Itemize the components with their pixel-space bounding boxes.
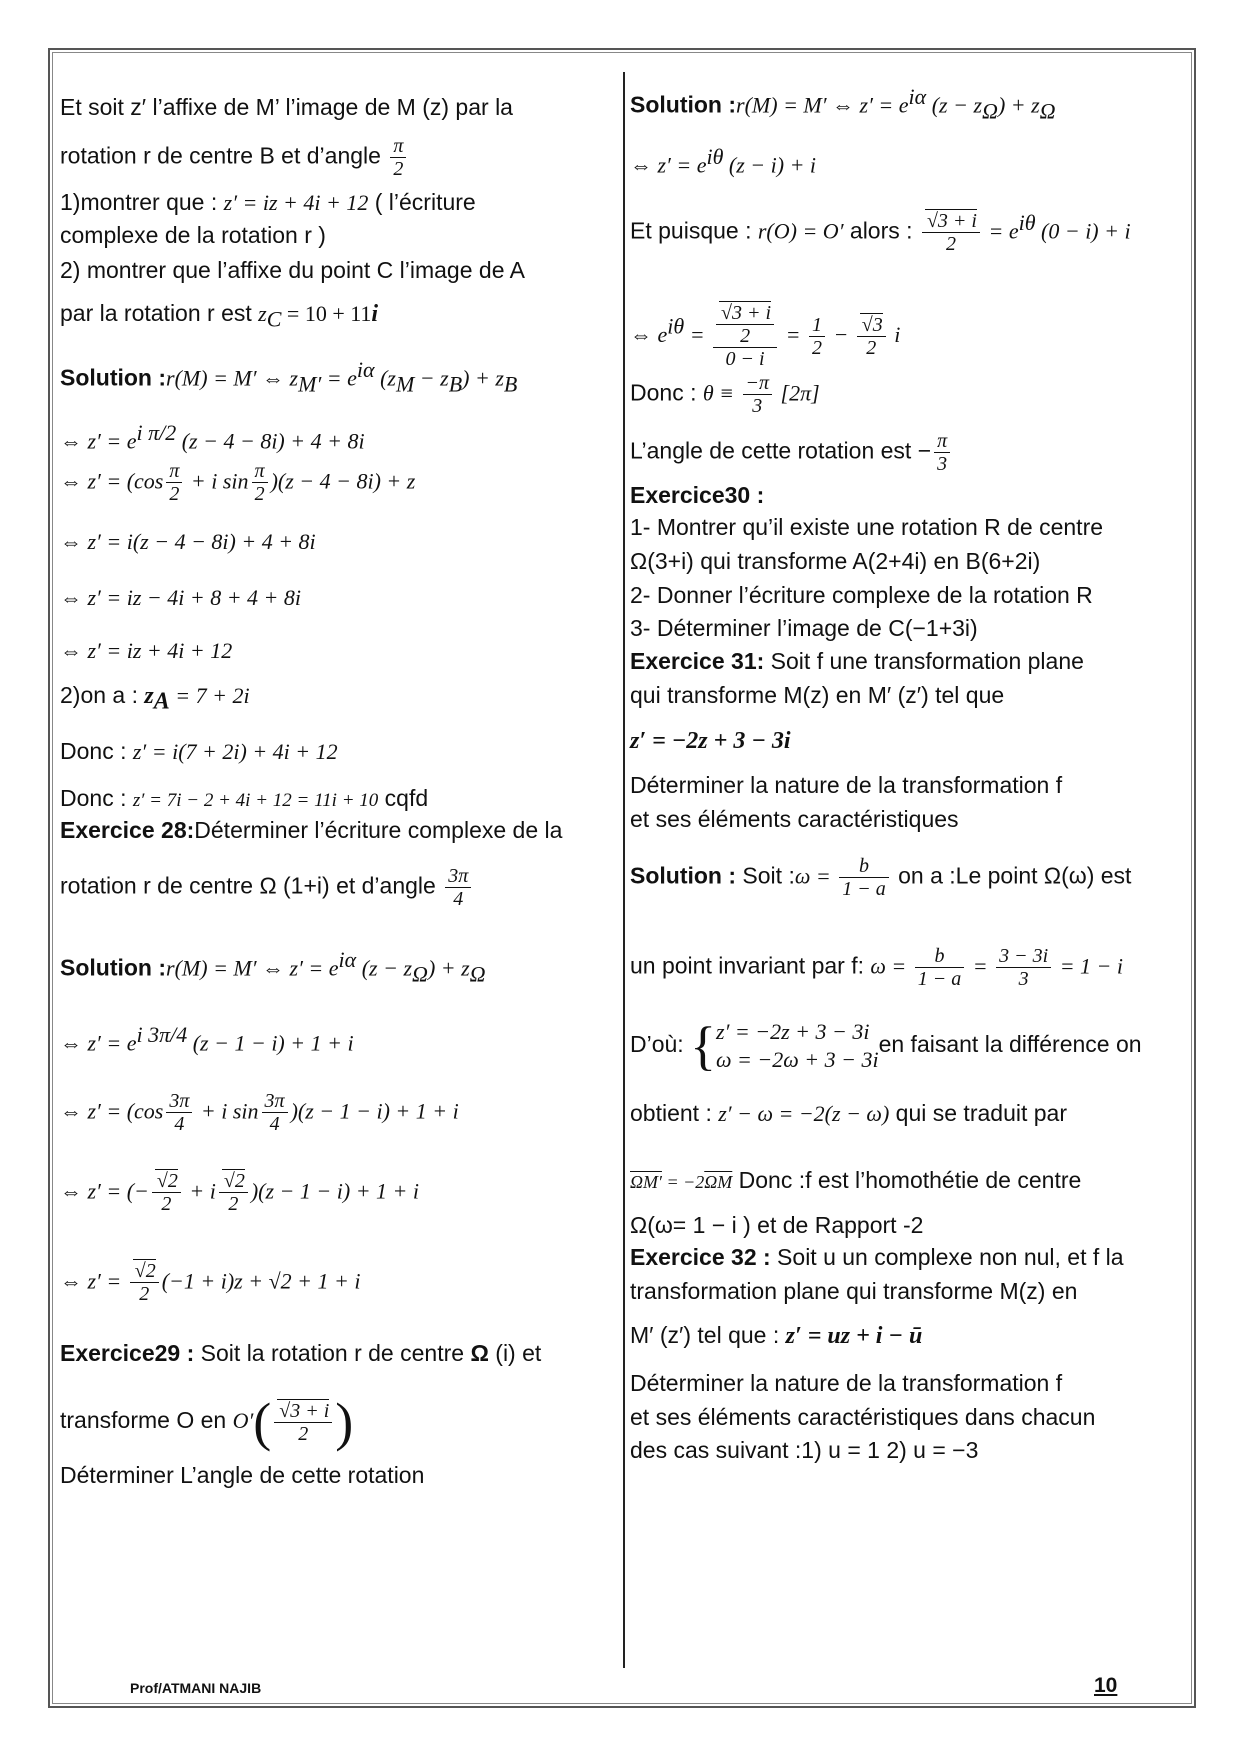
solution-28-step-3: ⇔ z′ = (− $\frac{√2}{2}$ + i $\frac{√2}{2}$ )(z − 1 − i) + 1 + i — [60, 1170, 419, 1215]
solution-31-vector: $\Omega M' = -2\overline{\Omega M}$ Donc :f est l’homothétie de centre — [630, 1167, 1082, 1193]
exercise-29-statement-2: transforme O en O′( $\frac{√3 + i}{2}$ ) — [60, 1392, 354, 1452]
exercise-29-statement: Exercice29 : Soit la rotation r de centre Ω (i) et — [60, 1340, 542, 1366]
solution-1-step-5: ⇔ z′ = iz − 4i + 8 + 4 + 8i — [60, 585, 302, 610]
solution-29-step-4: Donc : θ ≡ $\frac{-\pi}{3}$ [2π] — [630, 372, 820, 417]
solution-31-system: D’où: { z′ = −2z + 3 − 3i ω = −2ω + 3 − 3i en faisant la différence on — [630, 1016, 1142, 1076]
solution-31-line-2: un point invariant par f: ω = $\frac{b}{1 - a}$ = $\frac{3 - 3i}{3}$ = 1 − i — [630, 945, 1123, 990]
exercise-31-equation: z′ = −2z + 3 − 3i — [630, 728, 791, 754]
solution-29-step-1: ⇔ $z' = e^{i\theta}$ (z − i) + i — [630, 144, 817, 178]
exercise-31-question-1: Déterminer la nature de la transformation f — [630, 772, 1063, 798]
left-line-4: complexe de la rotation r ) — [60, 222, 326, 248]
exercise-30-item-4: 3- Déterminer l’image de C(−1+3i) — [630, 615, 978, 641]
exercise-32-question-3: des cas suivant :1) u = 1 2) u = −3 — [630, 1437, 979, 1463]
solution-1-step-7: 2)on a : $z_A = 7 + 2i$ — [60, 682, 250, 715]
solution-1-step-8: Donc : z′ = i(7 + 2i) + 4i + 12 — [60, 738, 338, 764]
page-number: 10 — [1094, 1674, 1118, 1697]
exercise-30-item-2: Ω(3+i) qui transforme A(2+4i) en B(6+2i) — [630, 548, 1041, 574]
solution-28: Solution :r(M) = M′ ⇔ $z' = e^{i\alpha}$ $(z - z_\Omega) + z_\Omega$ — [60, 947, 486, 987]
exercise-32-question-2: et ses éléments caractéristiques dans chacun — [630, 1404, 1096, 1430]
exercise-30-item-1: 1- Montrer qu’il existe une rotation R de centre — [630, 514, 1104, 540]
solution-1-step-9: Donc : z′ = 7i − 2 + 4i + 12 = 11i + 10 cqfd — [60, 785, 429, 811]
footer-author: Prof/ATMANI NAJIB — [130, 1680, 262, 1696]
exercise-30-title: Exercice30 : — [630, 482, 765, 508]
solution-1-step-4: ⇔ z′ = i(z − 4 − 8i) + 4 + 8i — [60, 529, 316, 554]
exercise-32-statement-3: M′ (z′) tel que : z′ = uz + i − ū — [630, 1322, 923, 1349]
exercise-32-statement-2: transformation plane qui transforme M(z) en — [630, 1278, 1078, 1304]
solution-31-difference: obtient : z′ − ω = −2(z − ω) qui se traduit par — [630, 1100, 1067, 1126]
exercise-31-statement-2: qui transforme M(z) en M′ (z′) tel que — [630, 682, 1005, 708]
column-divider — [623, 72, 625, 1668]
left-line-6: par la rotation r est $z_C = 10 + 11i$ — [60, 300, 379, 332]
left-line-3: 1)montrer que : z′ = iz + 4i + 12 ( l’écriture — [60, 189, 476, 215]
exercise-32-statement: Exercice 32 : Soit u un complexe non nul, et f la — [630, 1244, 1124, 1270]
solution-28-step-2: ⇔ z′ = (cos $\frac{3\pi}{4}$ + i sin $\frac{3\pi}{4}$ )(z − 1 − i) + 1 + i — [60, 1090, 459, 1135]
left-line-5: 2) montrer que l’affixe du point C l’image de A — [60, 257, 525, 283]
exercise-30-item-3: 2- Donner l’écriture complexe de la rotation R — [630, 582, 1093, 608]
solution-1: Solution :r(M) = M′ ⇔ $z_{M'} = e^{i\alpha}$ $(z_M - z_B) + z_B$ — [60, 357, 518, 397]
solution-29-conclusion: L’angle de cette rotation est − $\frac{\pi}{3}$ — [630, 430, 953, 475]
solution-29: Solution :r(M) = M′ ⇔ $z' = e^{i\alpha}$ $(z - z_\Omega) + z_\Omega$ — [630, 84, 1056, 124]
solution-29-step-2: Et puisque : r(O) = O′ alors : $\frac{√3 + i}{2}$ = $e^{i\theta}$ (0 − i) + i — [630, 210, 1131, 256]
exercise-31-question-2: et ses éléments caractéristiques — [630, 806, 959, 832]
left-line-2: rotation r de centre B et d’angle $\frac{\pi}{2}$ — [60, 135, 409, 180]
solution-1-step-6: ⇔ z′ = iz + 4i + 12 — [60, 638, 233, 663]
solution-1-step-2: ⇔ $z' = e^{i \pi/2}$ (z − 4 − 8i) + 4 + 8i — [60, 420, 365, 454]
solution-31-conclusion: Ω(ω= 1 − i ) et de Rapport -2 — [630, 1212, 924, 1238]
solution-29-step-3: ⇔ $e^{i\theta}$ = $\frac{\frac{√3 + i}{2}}{0 - i}$ = $\frac{1}{2}$ − $\frac{√3}{2}$ i — [630, 302, 901, 370]
exercise-28-statement: Exercice 28:Déterminer l’écriture complexe de la — [60, 817, 563, 843]
exercise-31-statement: Exercice 31: Soit f une transformation plane — [630, 648, 1084, 674]
exercise-29-question: Déterminer L’angle de cette rotation — [60, 1462, 425, 1488]
solution-28-step-1: ⇔ $z' = e^{i 3\pi/4}$ (z − 1 − i) + 1 + i — [60, 1022, 354, 1056]
solution-28-step-4: ⇔ z′ = $\frac{√2}{2}$ (−1 + i)z + √2 + 1 + i — [60, 1260, 361, 1305]
solution-31-line-1: Solution : Soit :ω = $\frac{b}{1 - a}$ on a :Le point Ω(ω) est — [630, 855, 1132, 900]
exercise-32-question-1: Déterminer la nature de la transformation f — [630, 1370, 1063, 1396]
exercise-28-statement-2: rotation r de centre Ω (1+i) et d’angle $\frac{3\pi}{4}$ — [60, 865, 474, 910]
left-line-1: Et soit z′ l’affixe de M’ l’image de M (z) par la — [60, 94, 513, 120]
solution-1-step-3: ⇔ z′ = (cos $\frac{\pi}{2}$ + i sin $\frac{\pi}{2}$ )(z − 4 − 8i) + z — [60, 460, 416, 505]
